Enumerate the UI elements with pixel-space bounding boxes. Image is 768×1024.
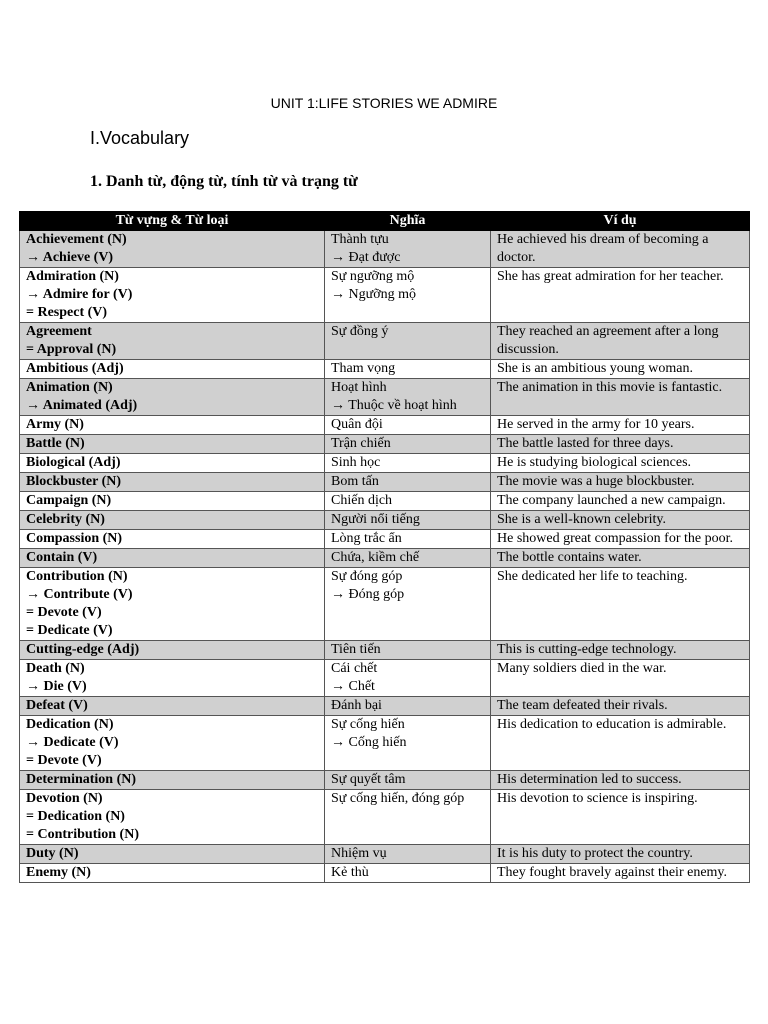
example-cell: The animation in this movie is fantastic. xyxy=(491,379,750,416)
table-row xyxy=(20,492,750,511)
vocab-word-cell xyxy=(20,845,325,864)
table-row xyxy=(20,697,750,716)
meaning-line: Quân đội xyxy=(331,417,383,432)
example-cell: He is studying biological sciences. xyxy=(491,454,750,473)
vocab-word-cell xyxy=(20,641,325,660)
example-cell: The company launched a new campaign. xyxy=(491,492,750,511)
table-row xyxy=(20,379,750,416)
table-row xyxy=(20,864,750,883)
vocab-word-line: = Devote (V) xyxy=(26,605,102,620)
vocab-word-cell xyxy=(20,568,325,641)
meaning-cell xyxy=(325,530,491,549)
example-cell: She is a well-known celebrity. xyxy=(491,511,750,530)
meaning-cell xyxy=(325,790,491,845)
table-row xyxy=(20,845,750,864)
section-heading: I.Vocabulary xyxy=(90,128,190,148)
vocab-word-line: Agreement xyxy=(26,324,92,339)
meaning-cell xyxy=(325,416,491,435)
meaning-cell xyxy=(325,231,491,268)
meaning-line: Sự đóng góp xyxy=(331,569,403,584)
meaning-cell xyxy=(325,549,491,568)
vocab-word-line: = Contribution (N) xyxy=(26,827,139,842)
table-row xyxy=(20,549,750,568)
meaning-cell xyxy=(325,864,491,883)
table-row xyxy=(20,716,750,771)
table-row xyxy=(20,771,750,790)
meaning-line: Cái chết xyxy=(331,661,378,676)
table-row xyxy=(20,511,750,530)
table-row xyxy=(20,435,750,454)
meaning-cell xyxy=(325,268,491,323)
meaning-line: Đánh bại xyxy=(331,698,382,713)
meaning-line: Sự ngưỡng mộ xyxy=(331,269,415,284)
vocab-word-line: Devotion (N) xyxy=(26,791,103,806)
header-word: Từ vựng & Từ loại xyxy=(20,212,325,231)
meaning-line: Sự đồng ý xyxy=(331,324,389,339)
vocab-word-cell xyxy=(20,697,325,716)
meaning-line: → Ngưỡng mộ xyxy=(331,287,416,302)
meaning-line: Hoạt hình xyxy=(331,380,387,395)
example-cell: It is his duty to protect the country. xyxy=(491,845,750,864)
example-cell: She has great admiration for her teacher. xyxy=(491,268,750,323)
table-header-row xyxy=(20,212,750,231)
vocab-word-cell xyxy=(20,492,325,511)
vocab-word-cell xyxy=(20,435,325,454)
example-cell: He served in the army for 10 years. xyxy=(491,416,750,435)
example-cell: The team defeated their rivals. xyxy=(491,697,750,716)
meaning-line: Lòng trắc ẩn xyxy=(331,531,402,546)
vocab-word-line: Duty (N) xyxy=(26,846,79,861)
vocab-word-cell xyxy=(20,454,325,473)
table-row xyxy=(20,454,750,473)
vocab-word-line: Contribution (N) xyxy=(26,569,128,584)
meaning-line: Kẻ thù xyxy=(331,865,369,880)
vocab-word-line: → Achieve (V) xyxy=(26,250,114,265)
example-cell: He showed great compassion for the poor. xyxy=(491,530,750,549)
meaning-line: Chiến dịch xyxy=(331,493,393,508)
vocab-word-cell xyxy=(20,864,325,883)
table-row xyxy=(20,323,750,360)
example-cell: His determination led to success. xyxy=(491,771,750,790)
meaning-cell xyxy=(325,360,491,379)
vocab-word-line: Campaign (N) xyxy=(26,493,112,508)
table-row xyxy=(20,530,750,549)
example-cell: She is an ambitious young woman. xyxy=(491,360,750,379)
vocab-word-cell xyxy=(20,549,325,568)
vocab-word-line: → Admire for (V) xyxy=(26,287,133,302)
vocab-word-line: → Animated (Adj) xyxy=(26,398,138,413)
vocab-word-line: = Respect (V) xyxy=(26,305,108,320)
vocab-word-line: Compassion (N) xyxy=(26,531,123,546)
meaning-line: Nhiệm vụ xyxy=(331,846,387,861)
vocab-word-cell xyxy=(20,473,325,492)
vocab-word-line: Ambitious (Adj) xyxy=(26,361,124,376)
example-cell: His dedication to education is admirable. xyxy=(491,716,750,771)
meaning-line: Chứa, kiềm chế xyxy=(331,550,420,565)
example-cell: This is cutting-edge technology. xyxy=(491,641,750,660)
meaning-line: → Cống hiến xyxy=(331,735,407,750)
vocab-word-line: Blockbuster (N) xyxy=(26,474,122,489)
vocab-word-line: → Die (V) xyxy=(26,679,87,694)
vocab-word-line: Admiration (N) xyxy=(26,269,119,284)
table-row xyxy=(20,641,750,660)
meaning-line: Tham vọng xyxy=(331,361,396,376)
meaning-cell xyxy=(325,379,491,416)
vocab-word-line: Animation (N) xyxy=(26,380,113,395)
meaning-cell xyxy=(325,473,491,492)
vocab-word-cell xyxy=(20,790,325,845)
vocab-word-line: Dedication (N) xyxy=(26,717,114,732)
vocab-word-cell xyxy=(20,660,325,697)
vocab-word-line: = Dedication (N) xyxy=(26,809,125,824)
vocab-word-cell xyxy=(20,231,325,268)
table-row xyxy=(20,231,750,268)
table-body xyxy=(20,231,750,883)
table-row xyxy=(20,473,750,492)
meaning-line: Thành tựu xyxy=(331,232,389,247)
meaning-line: Sự quyết tâm xyxy=(331,772,406,787)
meaning-cell xyxy=(325,716,491,771)
vocab-word-cell xyxy=(20,771,325,790)
example-cell: They reached an agreement after a long discussion. xyxy=(491,323,750,360)
vocab-word-line: = Devote (V) xyxy=(26,753,102,768)
vocab-word-line: Cutting-edge (Adj) xyxy=(26,642,140,657)
meaning-line: Sinh học xyxy=(331,455,381,470)
vocab-word-cell xyxy=(20,379,325,416)
vocab-word-cell xyxy=(20,323,325,360)
vocab-word-line: Battle (N) xyxy=(26,436,85,451)
vocabulary-table xyxy=(19,211,750,883)
vocab-word-line: Celebrity (N) xyxy=(26,512,105,527)
table-row xyxy=(20,660,750,697)
vocab-word-line: Army (N) xyxy=(26,417,84,432)
meaning-cell xyxy=(325,697,491,716)
vocab-word-cell xyxy=(20,416,325,435)
vocab-word-line: Determination (N) xyxy=(26,772,137,787)
meaning-line: Tiên tiến xyxy=(331,642,381,657)
meaning-line: Trận chiến xyxy=(331,436,391,451)
vocab-word-line: Contain (V) xyxy=(26,550,98,565)
vocab-word-line: Enemy (N) xyxy=(26,865,91,880)
example-cell: The movie was a huge blockbuster. xyxy=(491,473,750,492)
table-row xyxy=(20,268,750,323)
meaning-line: → Chết xyxy=(331,679,375,694)
vocab-word-cell xyxy=(20,716,325,771)
meaning-cell xyxy=(325,771,491,790)
vocab-word-cell xyxy=(20,530,325,549)
subsection-heading: 1. Danh từ, động từ, tính từ và trạng từ xyxy=(90,173,358,190)
meaning-line: → Đóng góp xyxy=(331,587,405,602)
meaning-cell xyxy=(325,323,491,360)
meaning-line: → Đạt được xyxy=(331,250,401,265)
vocab-word-line: Death (N) xyxy=(26,661,85,676)
header-meaning: Nghĩa xyxy=(325,212,491,231)
meaning-cell xyxy=(325,568,491,641)
table-row xyxy=(20,568,750,641)
example-cell: Many soldiers died in the war. xyxy=(491,660,750,697)
vocab-word-line: Defeat (V) xyxy=(26,698,88,713)
example-cell: He achieved his dream of becoming a doctor. xyxy=(491,231,750,268)
table-row xyxy=(20,416,750,435)
example-cell: The battle lasted for three days. xyxy=(491,435,750,454)
meaning-line: Người nổi tiếng xyxy=(331,512,420,527)
vocab-word-line: Biological (Adj) xyxy=(26,455,121,470)
vocab-word-line: = Dedicate (V) xyxy=(26,623,113,638)
example-cell: They fought bravely against their enemy. xyxy=(491,864,750,883)
table-row xyxy=(20,360,750,379)
meaning-cell xyxy=(325,435,491,454)
meaning-line: Sự cống hiến, đóng góp xyxy=(331,791,465,806)
table-row xyxy=(20,790,750,845)
vocab-word-cell xyxy=(20,511,325,530)
meaning-cell xyxy=(325,492,491,511)
example-cell: She dedicated her life to teaching. xyxy=(491,568,750,641)
meaning-cell xyxy=(325,660,491,697)
meaning-line: Bom tấn xyxy=(331,474,379,489)
meaning-cell xyxy=(325,641,491,660)
vocab-word-line: Achievement (N) xyxy=(26,232,127,247)
meaning-cell xyxy=(325,454,491,473)
example-cell: His devotion to science is inspiring. xyxy=(491,790,750,845)
vocab-word-line: → Contribute (V) xyxy=(26,587,133,602)
meaning-line: → Thuộc về hoạt hình xyxy=(331,398,457,413)
meaning-line: Sự cống hiến xyxy=(331,717,405,732)
document-title: UNIT 1:LIFE STORIES WE ADMIRE xyxy=(270,95,498,111)
vocab-word-cell xyxy=(20,268,325,323)
vocab-word-line: → Dedicate (V) xyxy=(26,735,119,750)
vocab-word-cell xyxy=(20,360,325,379)
vocab-word-line: = Approval (N) xyxy=(26,342,117,357)
example-cell: The bottle contains water. xyxy=(491,549,750,568)
meaning-cell xyxy=(325,511,491,530)
header-example: Ví dụ xyxy=(491,212,750,231)
meaning-cell xyxy=(325,845,491,864)
